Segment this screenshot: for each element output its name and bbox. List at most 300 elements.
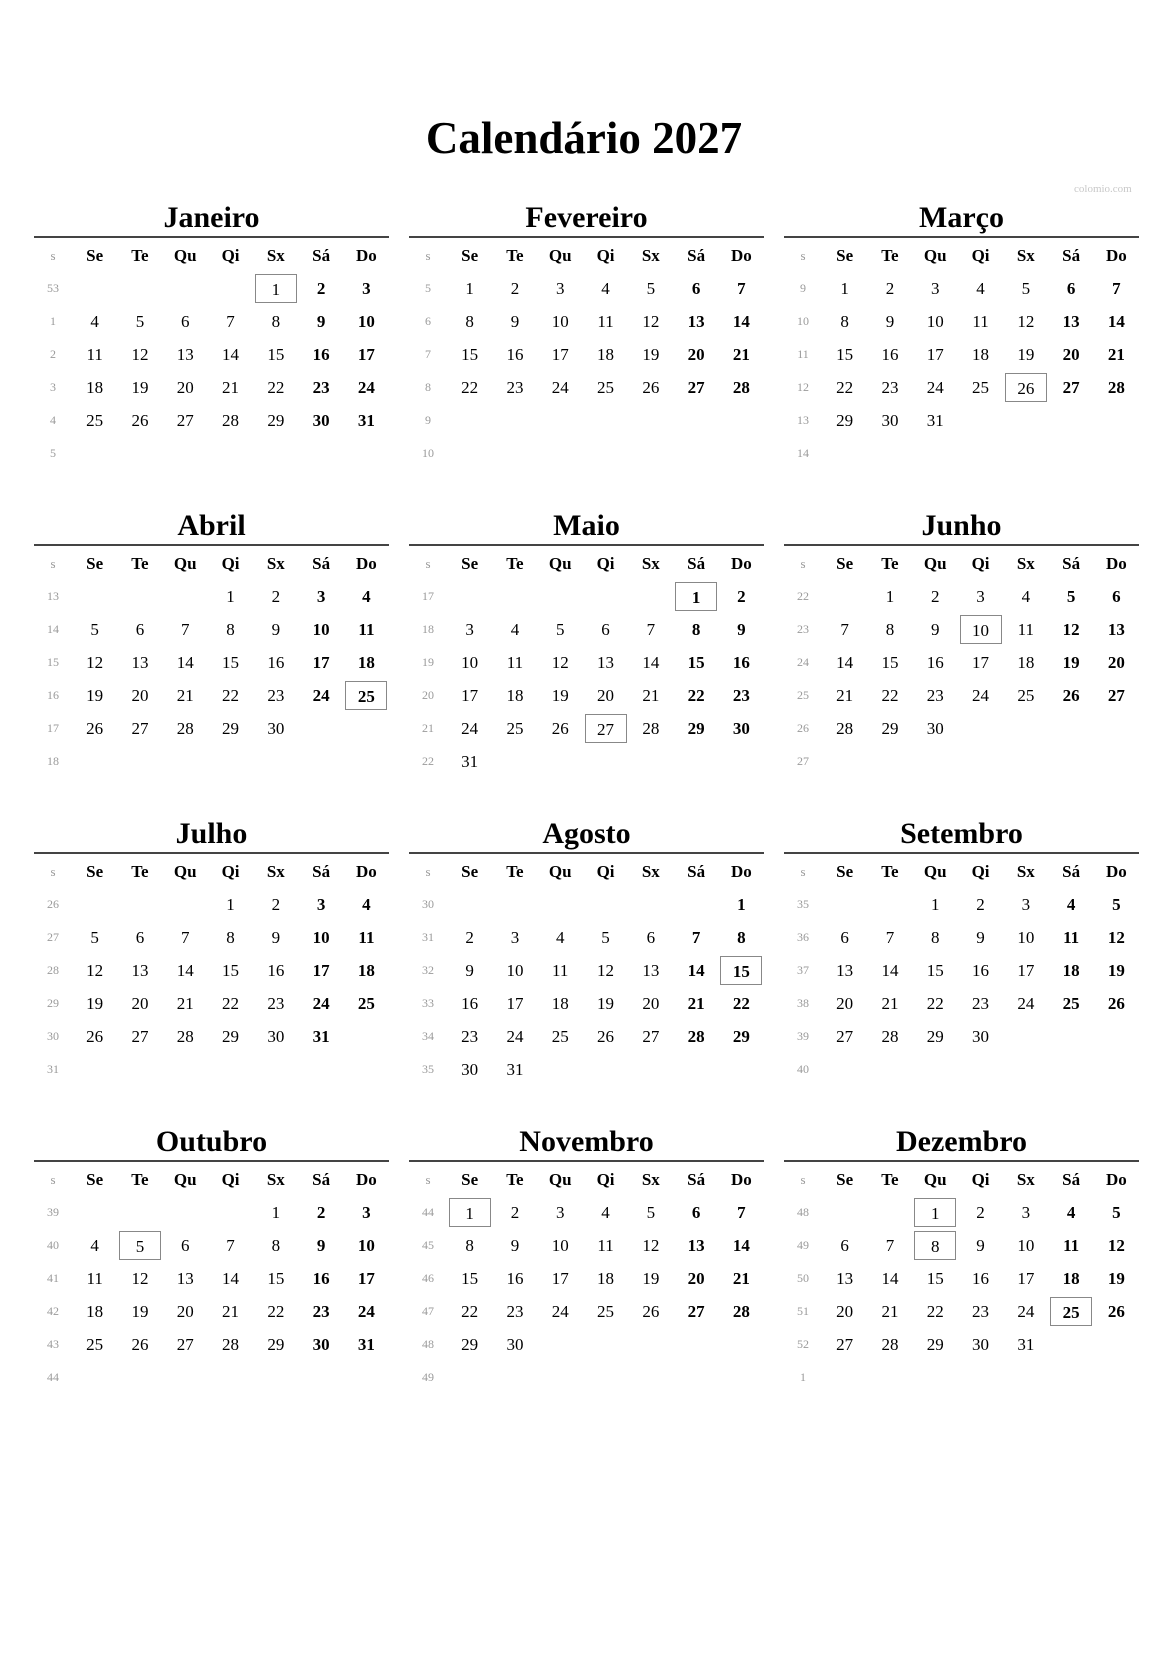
day-cell: 11	[358, 927, 375, 947]
day-cell: 17	[506, 993, 524, 1013]
empty-cell	[538, 580, 583, 613]
day-cell: 23	[461, 1026, 479, 1046]
day-cell: 3	[316, 894, 326, 914]
weekday-header: Sx	[266, 1170, 285, 1189]
week-row	[784, 580, 1139, 613]
week-row	[34, 987, 389, 1020]
day-cell: 24	[506, 1026, 524, 1046]
empty-cell	[447, 580, 492, 613]
day-cell: 17	[972, 652, 990, 672]
day-cell: 4	[510, 619, 520, 639]
day-cell: 26	[131, 1334, 149, 1354]
empty-cell	[583, 1361, 628, 1394]
day-cell: 28	[222, 1334, 240, 1354]
empty-cell	[913, 1361, 958, 1394]
empty-cell	[958, 712, 1003, 745]
weekday-header: Te	[881, 246, 899, 265]
empty-cell	[867, 745, 912, 778]
weekday-header: Te	[506, 1170, 524, 1189]
month-table	[34, 240, 389, 470]
week-number: 18	[422, 622, 434, 636]
day-cell: 20	[1062, 344, 1080, 364]
day-cell: 22	[222, 685, 240, 705]
day-cell: 31	[357, 1334, 375, 1354]
week-row	[409, 437, 764, 470]
day-cell: 4	[1066, 1202, 1076, 1222]
day-cell: 5	[646, 1202, 656, 1222]
day-cell: 20	[131, 685, 149, 705]
empty-cell	[673, 1328, 718, 1361]
empty-cell	[719, 1328, 764, 1361]
day-cell: 11	[1063, 1235, 1080, 1255]
day-cell: 24	[357, 377, 375, 397]
day-cell: 29	[926, 1026, 944, 1046]
empty-cell	[628, 1053, 673, 1086]
week-number-header: s	[425, 248, 431, 263]
day-cell: 11	[358, 619, 375, 639]
weekday-header: Qu	[548, 246, 572, 265]
day-cell: 5	[135, 311, 145, 331]
week-row	[784, 1229, 1139, 1262]
day-cell: 10	[926, 311, 944, 331]
week-row	[34, 1053, 389, 1086]
day-cell: 9	[316, 1235, 326, 1255]
week-number-header: s	[425, 556, 431, 571]
weekday-header: Do	[356, 862, 377, 881]
empty-cell	[1003, 1020, 1048, 1053]
weekday-header: Qi	[221, 862, 240, 881]
day-cell: 1	[737, 894, 746, 914]
week-number-header: s	[50, 248, 56, 263]
week-row	[409, 272, 764, 305]
week-number: 33	[422, 996, 434, 1010]
week-number: 7	[425, 347, 431, 361]
empty-cell	[867, 1053, 912, 1086]
weekday-header-row	[784, 1164, 1139, 1196]
day-cell: 10	[357, 311, 375, 331]
week-row	[409, 580, 764, 613]
weekday-header: Do	[1106, 246, 1127, 265]
empty-cell	[1094, 1020, 1139, 1053]
day-cell: 31	[506, 1059, 524, 1079]
day-cell: 17	[1017, 1268, 1035, 1288]
day-cell: 24	[972, 685, 990, 705]
weekday-header: Sx	[1016, 862, 1035, 881]
week-row	[784, 1328, 1139, 1361]
day-cell: 6	[135, 619, 145, 639]
day-cell: 27	[176, 1334, 194, 1354]
day-cell: 13	[642, 960, 660, 980]
day-cell: 15	[881, 652, 899, 672]
day-cell: 31	[926, 410, 944, 430]
month-março	[784, 200, 1139, 470]
day-cell: 12	[1107, 1235, 1125, 1255]
day-cell: 20	[836, 993, 854, 1013]
day-cell: 8	[840, 311, 849, 331]
day-cell: 9	[510, 1235, 520, 1255]
week-number: 50	[797, 1271, 809, 1285]
week-number: 6	[425, 314, 431, 328]
weekday-header: Sx	[1016, 1170, 1035, 1189]
day-cell: 13	[687, 311, 705, 331]
day-cell: 9	[976, 927, 985, 947]
empty-cell	[1048, 1361, 1093, 1394]
month-setembro	[784, 816, 1139, 1086]
day-cell: 30	[506, 1334, 524, 1354]
empty-cell	[163, 580, 208, 613]
empty-cell	[673, 1361, 718, 1394]
week-number: 39	[797, 1029, 809, 1043]
empty-cell	[719, 404, 764, 437]
week-number: 40	[47, 1238, 59, 1252]
day-cell: 6	[1112, 586, 1121, 606]
day-cell: 20	[176, 1301, 194, 1321]
day-cell: 16	[926, 652, 944, 672]
weekday-header-row	[784, 856, 1139, 888]
week-number: 19	[422, 655, 434, 669]
day-cell: 5	[90, 619, 99, 639]
day-cell: 18	[597, 1268, 615, 1288]
week-number: 20	[422, 688, 434, 702]
day-cell: 13	[131, 960, 149, 980]
day-cell: 1	[465, 278, 474, 298]
day-cell: 25	[357, 993, 375, 1013]
day-cell: 25	[506, 718, 524, 738]
week-number: 26	[47, 897, 59, 911]
week-number: 44	[47, 1370, 59, 1384]
day-cell: 7	[180, 927, 190, 947]
day-cell: 19	[1017, 344, 1035, 364]
weekday-header: Te	[131, 246, 149, 265]
day-cell: 6	[691, 278, 701, 298]
day-cell: 12	[86, 652, 104, 672]
weekday-header: Sx	[641, 862, 660, 881]
day-cell: 4	[90, 311, 99, 331]
day-cell: 22	[926, 993, 944, 1013]
day-cell: 29	[926, 1334, 944, 1354]
empty-cell	[867, 437, 912, 470]
day-cell: 29	[836, 410, 854, 430]
day-cell: 21	[732, 1268, 750, 1288]
weekday-header: Sx	[266, 246, 285, 265]
week-number: 17	[422, 589, 434, 603]
week-number: 51	[797, 1304, 809, 1318]
week-number: 38	[797, 996, 809, 1010]
month-dezembro	[784, 1124, 1139, 1394]
day-cell: 19	[642, 1268, 660, 1288]
day-cell: 5	[646, 278, 656, 298]
day-cell: 11	[552, 960, 569, 980]
weekday-header-row	[34, 1164, 389, 1196]
holiday-marker: 10	[960, 615, 1002, 644]
week-number: 4	[50, 413, 56, 427]
month-name: Dezembro	[784, 1124, 1139, 1162]
day-cell: 3	[362, 278, 371, 298]
day-cell: 26	[1107, 1301, 1125, 1321]
day-cell: 9	[271, 619, 281, 639]
weekday-header: Sá	[312, 1170, 331, 1189]
weekday-header-row	[409, 856, 764, 888]
empty-cell	[253, 745, 298, 778]
day-cell: 23	[267, 993, 285, 1013]
empty-cell	[1003, 712, 1048, 745]
day-cell: 16	[881, 344, 899, 364]
empty-cell	[344, 437, 389, 470]
week-row	[409, 712, 764, 745]
weekday-header: Sx	[641, 1170, 660, 1189]
day-cell: 2	[976, 894, 985, 914]
day-cell: 17	[551, 344, 569, 364]
week-row	[409, 1229, 764, 1262]
weekday-header: Se	[461, 246, 479, 265]
weekday-header: Te	[506, 554, 524, 573]
day-cell: 28	[687, 1026, 705, 1046]
day-cell: 23	[506, 377, 524, 397]
day-cell: 21	[222, 1301, 240, 1321]
day-cell: 9	[930, 619, 940, 639]
day-cell: 8	[885, 619, 895, 639]
week-row	[784, 1020, 1139, 1053]
weekday-header: Te	[881, 554, 899, 573]
day-cell: 27	[642, 1026, 660, 1046]
empty-cell	[958, 404, 1003, 437]
day-cell: 19	[131, 1301, 149, 1321]
day-cell: 7	[646, 619, 656, 639]
day-cell: 12	[131, 1268, 149, 1288]
day-cell: 23	[881, 377, 899, 397]
day-cell: 16	[267, 960, 285, 980]
week-row	[409, 1262, 764, 1295]
week-row	[34, 1361, 389, 1394]
week-number: 26	[797, 721, 809, 735]
empty-cell	[208, 1196, 253, 1229]
empty-cell	[719, 437, 764, 470]
day-cell: 30	[972, 1026, 990, 1046]
day-cell: 14	[881, 960, 899, 980]
day-cell: 15	[267, 344, 285, 364]
day-cell: 15	[461, 1268, 479, 1288]
weekday-header: Qi	[971, 1170, 990, 1189]
day-cell: 17	[461, 685, 479, 705]
day-cell: 14	[687, 960, 705, 980]
day-cell: 7	[180, 619, 190, 639]
week-number: 16	[47, 688, 59, 702]
day-cell: 17	[357, 344, 375, 364]
week-row	[409, 305, 764, 338]
week-number-header: s	[50, 864, 56, 879]
day-cell: 14	[732, 311, 750, 331]
day-cell: 3	[1021, 894, 1031, 914]
empty-cell	[822, 1196, 867, 1229]
empty-cell	[344, 712, 389, 745]
week-row	[784, 1053, 1139, 1086]
week-row	[34, 338, 389, 371]
weekday-header: Te	[131, 554, 149, 573]
empty-cell	[298, 745, 343, 778]
day-cell: 31	[1017, 1334, 1035, 1354]
empty-cell	[538, 1328, 583, 1361]
day-cell: 21	[1107, 344, 1125, 364]
day-cell: 8	[226, 927, 235, 947]
weekday-header: Se	[836, 246, 854, 265]
month-julho	[34, 816, 389, 1086]
day-cell: 10	[357, 1235, 375, 1255]
month-table	[409, 1164, 764, 1394]
weekday-header: Se	[86, 554, 104, 573]
day-cell: 30	[267, 718, 285, 738]
weekday-header-row	[409, 548, 764, 580]
day-cell: 23	[732, 685, 750, 705]
day-cell: 12	[86, 960, 104, 980]
empty-cell	[538, 404, 583, 437]
day-cell: 28	[836, 718, 854, 738]
empty-cell	[253, 437, 298, 470]
day-cell: 30	[926, 718, 944, 738]
day-cell: 28	[642, 718, 660, 738]
weekday-header: Se	[836, 862, 854, 881]
weekday-header: Se	[461, 862, 479, 881]
day-cell: 29	[267, 410, 285, 430]
day-cell: 4	[1066, 894, 1076, 914]
day-cell: 6	[135, 927, 145, 947]
day-cell: 2	[316, 1202, 326, 1222]
day-cell: 24	[1017, 993, 1035, 1013]
empty-cell	[1094, 1053, 1139, 1086]
month-name: Agosto	[409, 816, 764, 854]
day-cell: 1	[226, 586, 235, 606]
week-number-header: s	[800, 556, 806, 571]
week-number: 41	[47, 1271, 59, 1285]
day-cell: 18	[551, 993, 569, 1013]
week-row	[34, 580, 389, 613]
week-row	[409, 1053, 764, 1086]
week-number: 22	[797, 589, 809, 603]
empty-cell	[253, 1361, 298, 1394]
empty-cell	[867, 1196, 912, 1229]
month-table	[409, 240, 764, 470]
empty-cell	[822, 1053, 867, 1086]
week-row	[409, 921, 764, 954]
day-cell: 25	[86, 410, 104, 430]
week-number: 45	[422, 1238, 434, 1252]
empty-cell	[117, 745, 162, 778]
empty-cell	[72, 437, 117, 470]
week-row	[784, 305, 1139, 338]
day-cell: 26	[131, 410, 149, 430]
empty-cell	[163, 888, 208, 921]
day-cell: 13	[836, 960, 854, 980]
week-row	[34, 437, 389, 470]
month-name: Outubro	[34, 1124, 389, 1162]
day-cell: 24	[551, 377, 569, 397]
week-number: 10	[797, 314, 809, 328]
empty-cell	[628, 437, 673, 470]
day-cell: 11	[1063, 927, 1080, 947]
weekday-header: Te	[506, 862, 524, 881]
day-cell: 7	[737, 1202, 746, 1222]
month-maio	[409, 508, 764, 778]
day-cell: 18	[357, 652, 375, 672]
week-number: 14	[797, 446, 809, 460]
empty-cell	[673, 437, 718, 470]
empty-cell	[163, 745, 208, 778]
week-row	[409, 679, 764, 712]
week-number: 27	[797, 754, 809, 768]
empty-cell	[538, 1053, 583, 1086]
day-cell: 26	[86, 718, 104, 738]
day-cell: 21	[881, 993, 899, 1013]
day-cell: 9	[885, 311, 895, 331]
week-row	[34, 679, 389, 712]
day-cell: 13	[131, 652, 149, 672]
empty-cell	[492, 888, 537, 921]
day-cell: 24	[1017, 1301, 1035, 1321]
day-cell: 20	[836, 1301, 854, 1321]
day-cell: 6	[646, 927, 656, 947]
day-cell: 3	[976, 586, 985, 606]
day-cell: 22	[881, 685, 899, 705]
day-cell: 18	[1017, 652, 1035, 672]
empty-cell	[538, 437, 583, 470]
week-row	[784, 613, 1139, 646]
empty-cell	[628, 1361, 673, 1394]
empty-cell	[344, 1053, 389, 1086]
day-cell: 26	[1062, 685, 1080, 705]
day-cell: 27	[131, 1026, 149, 1046]
week-number: 2	[50, 347, 56, 361]
weekday-header: Qi	[596, 246, 615, 265]
empty-cell	[298, 1361, 343, 1394]
empty-cell	[447, 888, 492, 921]
week-number: 3	[50, 380, 56, 394]
day-cell: 22	[267, 377, 285, 397]
day-cell: 12	[131, 344, 149, 364]
empty-cell	[72, 1361, 117, 1394]
empty-cell	[673, 888, 718, 921]
day-cell: 1	[226, 894, 235, 914]
week-number: 36	[797, 930, 809, 944]
weekday-header: Qi	[971, 246, 990, 265]
day-cell: 6	[180, 311, 190, 331]
day-cell: 4	[362, 586, 371, 606]
empty-cell	[298, 437, 343, 470]
holiday-marker: 25	[1050, 1297, 1092, 1326]
day-cell: 26	[86, 1026, 104, 1046]
empty-cell	[208, 745, 253, 778]
day-cell: 18	[597, 344, 615, 364]
holiday-marker: 1	[675, 582, 717, 611]
week-row	[409, 613, 764, 646]
week-number: 9	[800, 281, 806, 295]
holiday-marker: 1	[449, 1198, 491, 1227]
week-number: 52	[797, 1337, 809, 1351]
day-cell: 7	[226, 311, 235, 331]
week-row	[409, 954, 764, 987]
week-row	[784, 954, 1139, 987]
day-cell: 10	[551, 311, 569, 331]
weekday-header-row	[784, 240, 1139, 272]
day-cell: 28	[1107, 377, 1125, 397]
day-cell: 11	[86, 344, 103, 364]
empty-cell	[913, 745, 958, 778]
weekday-header: Se	[86, 246, 104, 265]
empty-cell	[1094, 404, 1139, 437]
day-cell: 6	[691, 1202, 701, 1222]
week-row	[34, 371, 389, 404]
holiday-marker: 8	[914, 1231, 956, 1260]
day-cell: 30	[312, 410, 330, 430]
week-row	[784, 437, 1139, 470]
